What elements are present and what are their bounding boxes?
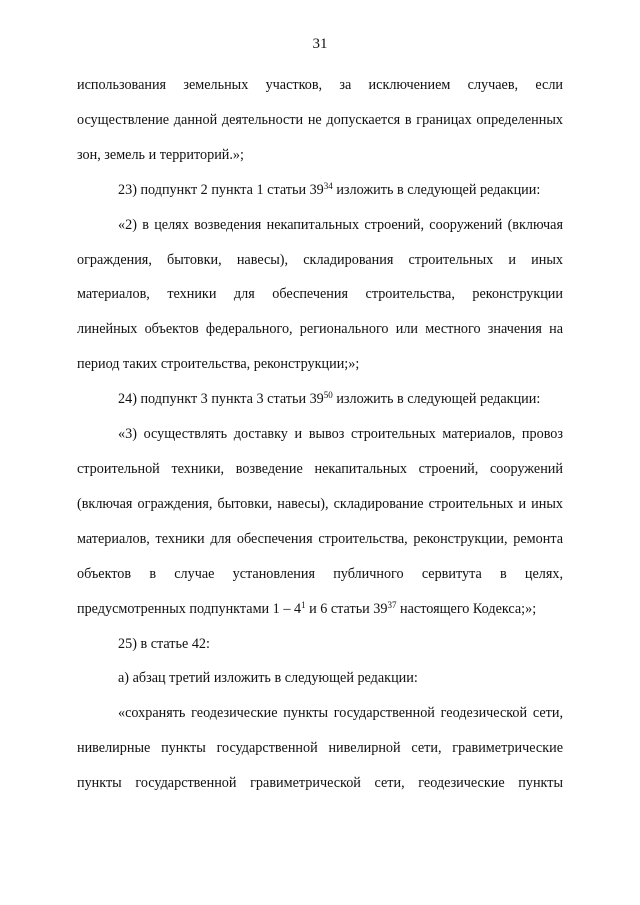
text-line: «3) осуществлять доставку и вывоз строительных материалов, провоз [118,426,563,443]
text-line: период таких строительства, реконструкции;»; [77,356,360,373]
amendment-item-25: 25) в статье 42: [118,635,210,652]
text-segment: и 6 статьи 39 [305,600,388,617]
text-line: строительной техники, возведение некапитальных строений, сооружений [77,460,563,477]
text-line: нивелирные пункты государственной нивелирной сети, гравиметрические [77,740,563,757]
text-line: линейных объектов федерального, регионального или местного значения на [77,321,563,338]
text-line: использования земельных участков, за исключением случаев, если [77,77,563,93]
text-segment: 24) подпункт 3 пункта 3 статьи 39 [118,391,324,408]
text-line: ограждения, бытовки, навесы), складирования строительных и иных [77,251,563,268]
text-line: материалов, техники для обеспечения строительства, реконструкции, ремонта [77,530,563,547]
text-line: зон, земель и территорий.»; [77,146,244,163]
text-segment: 23) подпункт 2 пункта 1 статьи 39 [118,181,324,198]
text-line: пункты государственной гравиметрической сети, геодезические пункты [77,775,563,792]
amendment-item-23 [77,173,563,208]
amendment-item-24 [77,382,563,417]
text-segment: изложить в следующей редакции: [332,391,541,408]
page-number: 31 [312,36,328,52]
document-body [77,68,563,801]
text-segment: изложить в следующей редакции: [332,181,541,198]
text-line: (включая ограждения, бытовки, навесы), складирование строительных и иных [77,495,563,512]
superscript: 37 [387,599,397,610]
text-segment: предусмотренных подпунктами 1 – 4 [77,600,302,617]
text-line: «сохранять геодезические пункты государственной геодезической сети, [118,705,563,722]
superscript: 34 [323,180,333,191]
sub-item-a: а) абзац третий изложить в следующей редакции: [118,670,418,687]
text-line: материалов, техники для обеспечения строительства, реконструкции [77,286,563,303]
text-line [77,592,563,627]
text-line: объектов в случае установления публичного сервитута в целях, [77,565,563,582]
text-line: «2) в целях возведения некапитальных строений, сооружений (включая [118,216,563,233]
superscript: 50 [323,390,333,401]
text-line: осуществление данной деятельности не допускается в границах определенных [77,111,563,128]
superscript: 1 [301,599,306,610]
text-segment: настоящего Кодекса;»; [396,600,537,617]
